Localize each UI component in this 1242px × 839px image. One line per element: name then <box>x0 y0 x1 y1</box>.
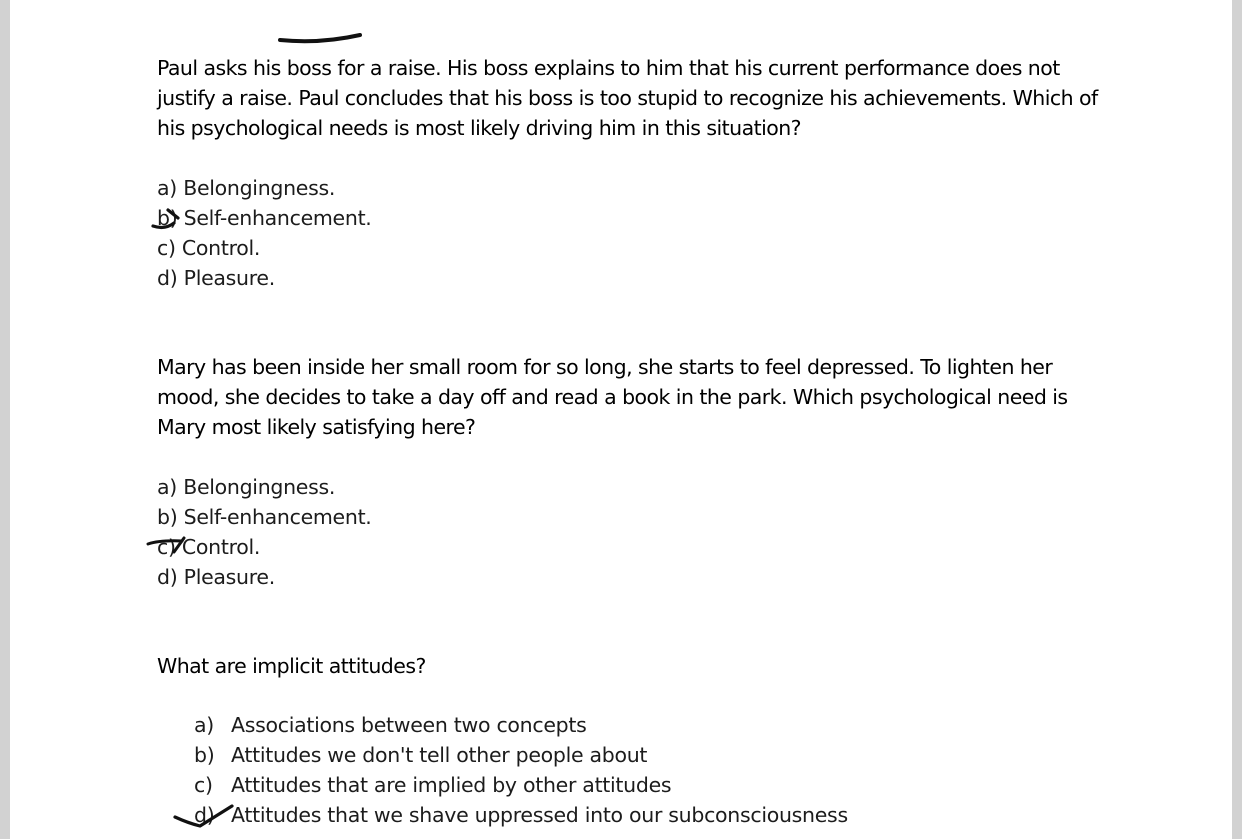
option-text: Belongingness. <box>183 475 336 499</box>
document-page <box>10 0 1232 839</box>
option-text: Pleasure. <box>183 266 275 290</box>
option-text: Pleasure. <box>183 565 275 589</box>
top-pen-stroke <box>280 35 360 41</box>
option-letter: d) <box>157 266 178 290</box>
option-text: Self-enhancement. <box>183 206 372 230</box>
question-1-option-d[interactable] <box>157 263 275 293</box>
option-letter: c) <box>157 535 176 559</box>
question-3-option-a[interactable] <box>194 710 894 740</box>
question-2-option-c[interactable] <box>157 532 260 562</box>
option-letter: c) <box>157 236 176 260</box>
question-3-option-b[interactable] <box>194 740 894 770</box>
option-letter: b) <box>157 505 178 529</box>
option-text: Control. <box>181 236 261 260</box>
question-1-option-b[interactable] <box>157 203 372 233</box>
question-3-option-d[interactable] <box>194 800 894 830</box>
option-text: Control. <box>181 535 261 559</box>
question-3-text: What are implicit attitudes? <box>157 654 426 678</box>
question-1-option-c[interactable] <box>157 233 260 263</box>
option-text: Attitudes that are implied by other attitudes <box>231 773 672 797</box>
option-letter: d) <box>194 803 215 827</box>
option-letter: b) <box>194 743 215 767</box>
question-2-option-d[interactable] <box>157 562 275 592</box>
option-letter: d) <box>157 565 178 589</box>
option-letter: a) <box>157 475 177 499</box>
option-text: Attitudes we don't tell other people about <box>231 743 648 767</box>
option-letter: b) <box>157 206 178 230</box>
option-text: Attitudes that we shave uppressed into our subconsciousness <box>231 803 848 827</box>
option-letter: a) <box>157 176 177 200</box>
question-2-option-b[interactable] <box>157 502 372 532</box>
question-2-option-a[interactable] <box>157 472 335 502</box>
question-3-option-c[interactable] <box>194 770 894 800</box>
option-text: Self-enhancement. <box>183 505 372 529</box>
question-2-text: Mary has been inside her small room for so long, she starts to feel depressed. To lighten her mood, she decides to take a day off and read a book in the park. Which psychological need is Mary most likely satisfying here? <box>157 355 1068 439</box>
option-text: Belongingness. <box>183 176 336 200</box>
question-1-option-a[interactable] <box>157 173 335 203</box>
option-letter: a) <box>194 713 214 737</box>
question-1-text: Paul asks his boss for a raise. His boss explains to him that his current performance does not justify a raise. Paul concludes that his boss is too stupid to recognize his achievements. Which of his psychological needs is most likely driving him in this situation? <box>157 56 1098 140</box>
option-text: Associations between two concepts <box>231 713 587 737</box>
option-letter: c) <box>194 773 213 797</box>
